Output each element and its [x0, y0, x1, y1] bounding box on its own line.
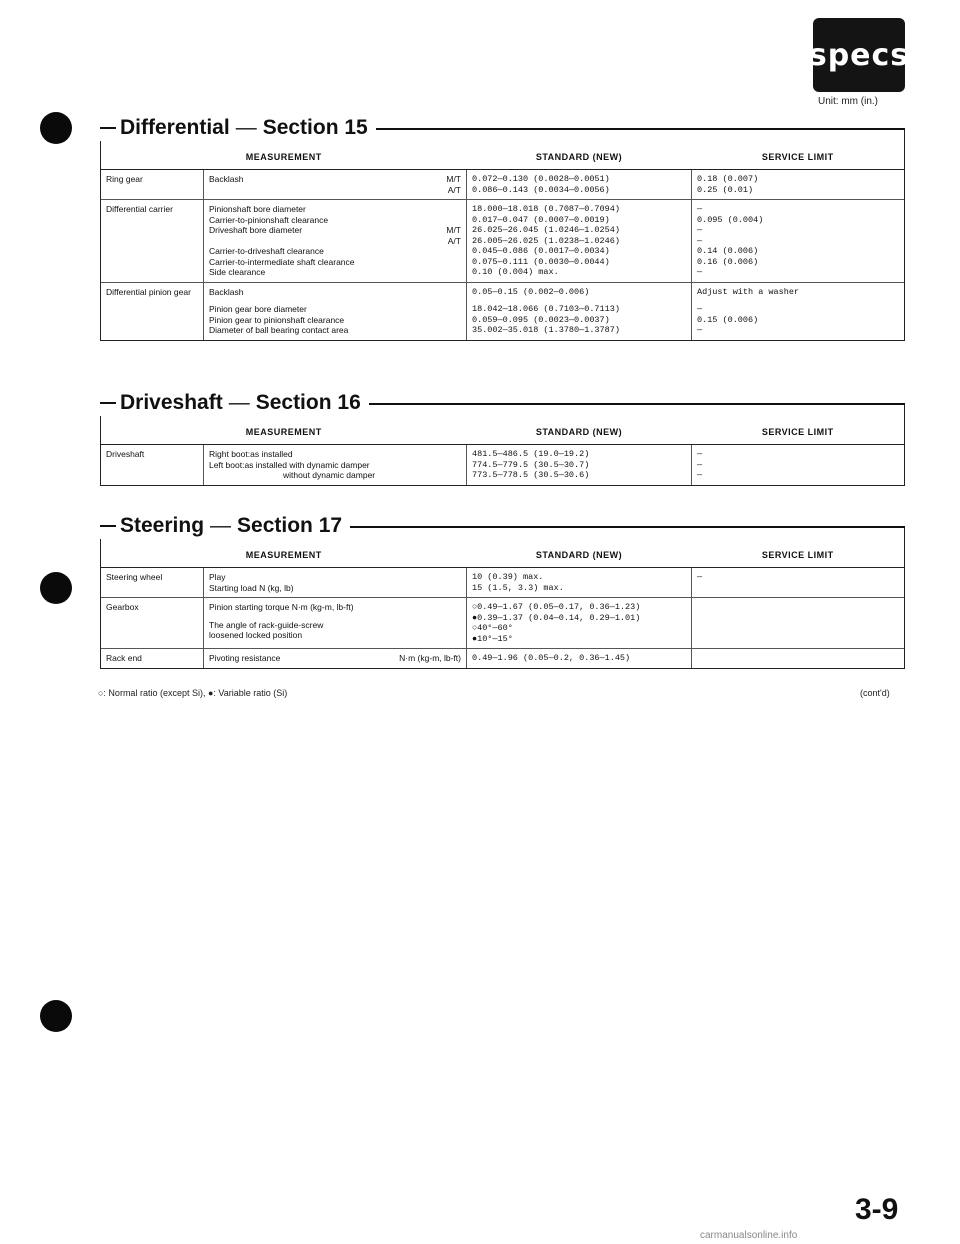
binder-hole-icon [40, 1000, 72, 1032]
measurement-line [209, 449, 461, 460]
table-row [101, 445, 904, 485]
part-cell: Differential pinion gear [101, 282, 204, 340]
part-cell: Rack end [101, 649, 204, 668]
standard-value: ○0.49—1.67 (0.05—0.17, 0.36—1.23) [472, 602, 641, 612]
measurement-label: Pivoting resistance [209, 653, 281, 663]
measurement-cell [204, 568, 467, 598]
standard-value: 773.5—778.5 (30.5—30.6) [472, 470, 590, 480]
standard-cell [467, 598, 692, 649]
measurement-label: Carrier-to-pinionshaft clearance [209, 214, 329, 225]
standard-value: ○40°—60° [472, 623, 513, 633]
section-differential [100, 115, 905, 341]
part-cell: Driveshaft [101, 445, 204, 485]
measurement-label: Left boot:as installed with dynamic damper [209, 459, 370, 470]
standard-cell [467, 170, 692, 200]
service-cell [692, 200, 905, 283]
standard-value: 35.002—35.018 (1.3780—1.3787) [472, 325, 620, 335]
measurement-line [209, 620, 461, 631]
measurement-line [209, 174, 461, 185]
table-row [101, 200, 904, 283]
standard-cell [467, 568, 692, 598]
service-value: — [697, 449, 703, 459]
standard-value: 26.025—26.045 (1.0246—1.0254) [472, 225, 620, 235]
spec-table [101, 543, 904, 668]
standard-value: ●10°—15° [472, 633, 513, 644]
service-value [697, 583, 899, 594]
measurement-line [209, 315, 461, 326]
measurement-line [209, 287, 461, 298]
measurement-line [209, 460, 461, 471]
measurement-line [209, 613, 461, 620]
col-standard: STANDARD (NEW) [467, 543, 692, 568]
measurement-line [209, 204, 461, 215]
measurement-label: Pinion gear to pinionshaft clearance [209, 314, 345, 325]
service-value [697, 653, 899, 664]
measurement-suffix: M/T [446, 225, 461, 235]
measurement-line [209, 225, 461, 236]
measurement-suffix: M/T [446, 174, 461, 184]
measurement-suffix: A/T [447, 184, 461, 195]
measurement-suffix: A/T [447, 235, 461, 246]
section-title: Driveshaft — Section 16 [100, 390, 369, 416]
service-value: — [697, 267, 703, 277]
service-cell [692, 445, 905, 485]
standard-value: 481.5—486.5 (19.0—19.2) [472, 449, 590, 459]
measurement-label: Starting load N (kg, lb) [209, 582, 294, 593]
measurement-label: Carrier-to-intermediate shaft clearance [209, 256, 355, 267]
unit-label: Unit: mm (in.) [818, 96, 878, 107]
table-row [101, 170, 904, 200]
part-cell: Ring gear [101, 170, 204, 200]
measurement-cell [204, 200, 467, 283]
service-cell [692, 598, 905, 649]
standard-value: 0.072—0.130 (0.0028—0.0051) [472, 174, 610, 184]
measurement-line [209, 470, 461, 481]
part-cell: Steering wheel [101, 568, 204, 598]
service-value: — [697, 235, 703, 246]
measurement-line [209, 304, 461, 315]
service-value [697, 602, 899, 613]
measurement-suffix: N·m (kg-m, lb-ft) [399, 653, 461, 663]
measurement-cell [204, 598, 467, 649]
service-cell [692, 568, 905, 598]
standard-value: 26.005—26.025 (1.0238—1.0246) [472, 235, 620, 246]
specs-logo: specs [813, 18, 905, 92]
spec-table [101, 145, 904, 340]
standard-value: 15 (1.5, 3.3) max. [472, 582, 564, 593]
measurement-label: Backlash [209, 286, 244, 297]
measurement-line [209, 215, 461, 226]
standard-value: 774.5—779.5 (30.5—30.7) [472, 459, 590, 470]
standard-value: 18.000—18.018 (0.7087—0.7094) [472, 204, 620, 214]
measurement-line [209, 236, 461, 247]
col-measurement: MEASUREMENT [101, 543, 467, 568]
standard-value: 0.017—0.047 (0.0007—0.0019) [472, 214, 610, 225]
measurement-label: Diameter of ball bearing contact area [209, 325, 349, 335]
measurement-line [209, 246, 461, 257]
service-cell [692, 170, 905, 200]
continued-label: (cont'd) [860, 688, 890, 698]
service-value: — [697, 225, 703, 235]
service-value: — [697, 325, 703, 335]
measurement-line [209, 630, 461, 641]
standard-value [472, 297, 686, 304]
measurement-cell [204, 170, 467, 200]
standard-cell [467, 649, 692, 668]
footnote: ○: Normal ratio (except Si), ●: Variable ratio (Si) [98, 688, 288, 698]
service-cell [692, 649, 905, 668]
section-steering [100, 513, 905, 669]
standard-value: 0.49—1.96 (0.05—0.2, 0.36—1.45) [472, 653, 631, 663]
standard-value: 10 (0.39) max. [472, 572, 544, 582]
section-title: Steering — Section 17 [100, 513, 350, 539]
standard-cell [467, 445, 692, 485]
col-standard: STANDARD (NEW) [467, 145, 692, 170]
service-value: — [697, 204, 703, 214]
measurement-line [209, 653, 461, 664]
measurement-line [209, 602, 461, 613]
binder-hole-icon [40, 112, 72, 144]
page-number: 3-9 [855, 1193, 899, 1226]
part-cell: Gearbox [101, 598, 204, 649]
measurement-label: Backlash [209, 174, 244, 184]
measurement-line [209, 297, 461, 304]
table-row [101, 649, 904, 668]
service-value: — [697, 459, 703, 470]
measurement-cell [204, 649, 467, 668]
measurement-label: Pinion starting torque N·m (kg-m, lb-ft) [209, 602, 354, 612]
standard-value: 0.086—0.143 (0.0034—0.0056) [472, 184, 610, 195]
measurement-label: Play [209, 572, 226, 582]
standard-cell [467, 282, 692, 340]
standard-value: 18.042—18.066 (0.7103—0.7113) [472, 304, 620, 314]
service-cell [692, 282, 905, 340]
col-service: SERVICE LIMIT [692, 145, 905, 170]
service-value [697, 623, 899, 634]
measurement-label: Pinion gear bore diameter [209, 304, 307, 314]
service-value: 0.25 (0.01) [697, 184, 754, 195]
measurement-label: The angle of rack-guide-screw [209, 619, 324, 630]
measurement-line [209, 325, 461, 336]
spec-table [101, 420, 904, 485]
service-value [697, 297, 899, 304]
measurement-cell [204, 445, 467, 485]
col-standard: STANDARD (NEW) [467, 420, 692, 445]
measurement-label: loosened locked position [209, 630, 303, 640]
service-value: — [697, 572, 703, 582]
service-value [697, 634, 899, 645]
measurement-line [209, 185, 461, 196]
service-value: — [697, 304, 703, 314]
col-service: SERVICE LIMIT [692, 420, 905, 445]
standard-cell [467, 200, 692, 283]
measurement-label: Driveshaft bore diameter [209, 225, 303, 235]
service-value: 0.16 (0.006) [697, 256, 759, 267]
section-title: Differential — Section 15 [100, 115, 376, 141]
binder-hole-icon [40, 572, 72, 604]
measurement-label: Right boot:as installed [209, 449, 293, 459]
service-value: 0.095 (0.004) [697, 214, 764, 225]
service-value [697, 613, 899, 624]
col-measurement: MEASUREMENT [101, 420, 467, 445]
measurement-line [209, 572, 461, 583]
measurement-cell [204, 282, 467, 340]
service-value: Adjust with a washer [697, 286, 800, 297]
standard-value: 0.059—0.095 (0.0023—0.0037) [472, 314, 610, 325]
section-driveshaft [100, 390, 905, 486]
col-service: SERVICE LIMIT [692, 543, 905, 568]
standard-value: ●0.39—1.37 (0.04—0.14, 0.29—1.01) [472, 612, 641, 623]
standard-value: 0.05—0.15 (0.002—0.006) [472, 286, 590, 297]
service-value: 0.14 (0.006) [697, 246, 759, 256]
measurement-label: Carrier-to-driveshaft clearance [209, 246, 324, 256]
measurement-label: Pinionshaft bore diameter [209, 204, 306, 214]
service-value: 0.15 (0.006) [697, 314, 759, 325]
measurement-line [209, 267, 461, 278]
col-measurement: MEASUREMENT [101, 145, 467, 170]
table-row [101, 282, 904, 340]
watermark: carmanualsonline.info [700, 1230, 798, 1241]
standard-value: 0.075—0.111 (0.0030—0.0044) [472, 256, 610, 267]
table-row [101, 598, 904, 649]
table-row [101, 568, 904, 598]
service-value: 0.18 (0.007) [697, 174, 759, 184]
measurement-label: without dynamic damper [283, 470, 376, 480]
standard-value: 0.045—0.086 (0.0017—0.0034) [472, 246, 610, 256]
service-value: — [697, 470, 703, 480]
standard-value: 0.10 (0.004) max. [472, 267, 559, 277]
measurement-label: Side clearance [209, 267, 266, 277]
measurement-line [209, 257, 461, 268]
measurement-line [209, 583, 461, 594]
part-cell: Differential carrier [101, 200, 204, 283]
